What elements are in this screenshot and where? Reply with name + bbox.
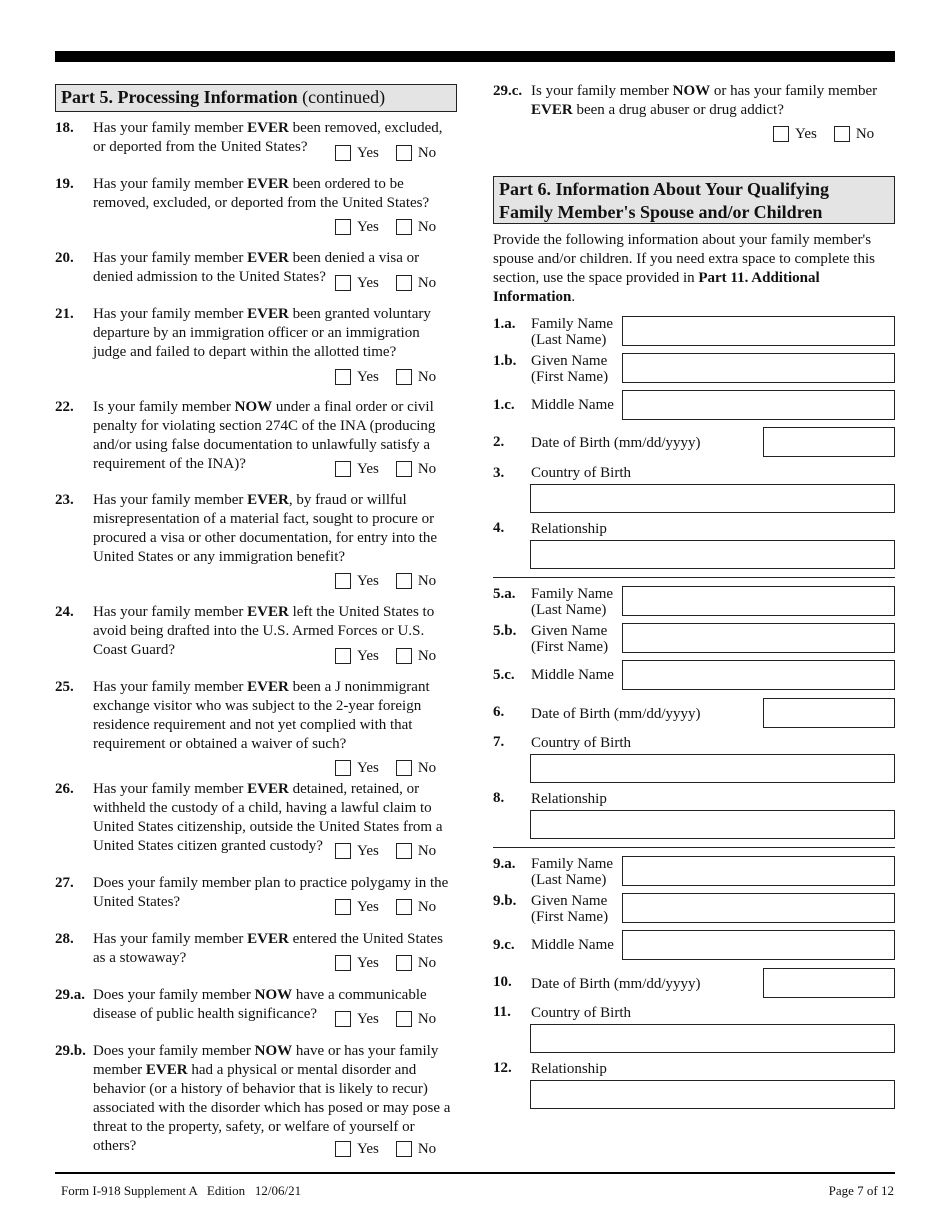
- text-run: Does your family member: [93, 1043, 255, 1059]
- country-of-birth-label: Country of Birth: [531, 465, 631, 481]
- no-option[interactable]: [396, 760, 436, 776]
- dob-label: Date of Birth (mm/dd/yyyy): [531, 435, 701, 451]
- yes-option[interactable]: [773, 126, 817, 142]
- question-number: 22.: [55, 399, 74, 415]
- yes-no-18: [335, 145, 436, 163]
- question-number: 24.: [55, 604, 74, 620]
- country-of-birth-label: Country of Birth: [531, 1005, 631, 1021]
- question-number: 18.: [55, 120, 74, 136]
- no-label: No: [417, 573, 437, 589]
- yes-no-22: [335, 461, 436, 479]
- footer-rule: [55, 1172, 895, 1174]
- part6-header: [493, 176, 895, 224]
- no-checkbox[interactable]: [396, 219, 412, 235]
- no-option[interactable]: [834, 126, 874, 142]
- given-name-input[interactable]: [622, 623, 895, 653]
- text-run: or has your family member: [710, 83, 878, 99]
- no-checkbox[interactable]: [396, 275, 412, 291]
- family-name-input[interactable]: [622, 586, 895, 616]
- yes-label: Yes: [357, 1011, 379, 1027]
- given-name-input[interactable]: [622, 893, 895, 923]
- emphasis-text: EVER: [247, 120, 289, 136]
- yes-label: Yes: [357, 955, 379, 971]
- yes-label: Yes: [357, 843, 379, 859]
- question-text: [93, 1042, 457, 1156]
- question-number: 23.: [55, 492, 74, 508]
- text-run: Has your family member: [93, 931, 248, 947]
- yes-label: Yes: [357, 275, 379, 291]
- given-name-label: Given Name (First Name): [531, 353, 609, 385]
- yes-no-23: [335, 573, 436, 591]
- yes-checkbox[interactable]: [335, 955, 351, 971]
- no-label: No: [417, 275, 437, 291]
- emphasis-text: NOW: [234, 399, 273, 415]
- no-checkbox[interactable]: [396, 899, 412, 915]
- family-name-label: Family Name (Last Name): [531, 316, 614, 348]
- item-number: 2.: [493, 434, 505, 450]
- given-name-input[interactable]: [622, 353, 895, 383]
- form-edition: Form I-918 Supplement A Edition 12/06/21: [61, 1183, 302, 1198]
- middle-name-label: Middle Name: [531, 397, 614, 413]
- yes-no-21: [335, 369, 436, 387]
- text-run: been denied a visa or denied admission to the United States?: [93, 250, 420, 285]
- yes-label: Yes: [357, 760, 379, 776]
- item-number: 5.a.: [493, 586, 516, 602]
- no-checkbox[interactable]: [396, 573, 412, 589]
- part6-title-line1: Part 6. Information About Your Qualifying: [499, 179, 830, 199]
- no-checkbox[interactable]: [396, 648, 412, 664]
- text-run: Has your family member: [93, 120, 248, 136]
- yes-no-20: [335, 275, 436, 293]
- no-checkbox[interactable]: [396, 1141, 412, 1157]
- text-run: Provide the following information about your family member's spouse and/or children. If you need extra space to complete this section, use the space provided in: [493, 232, 875, 286]
- relationship-input[interactable]: [530, 810, 895, 839]
- item-number: 5.c.: [493, 667, 515, 683]
- family-name-label: Family Name (Last Name): [531, 856, 614, 888]
- item-number: 9.a.: [493, 856, 516, 872]
- question-text: [93, 491, 455, 567]
- emphasis-text: EVER: [247, 931, 289, 947]
- text-run: detained, retained, or withheld the custody of a child, having a lawful claim to United States citizenship, outside the United States from a United States citizen granted custody?: [93, 781, 443, 854]
- part5-title: Part 5. Processing Information: [61, 87, 298, 107]
- yes-checkbox[interactable]: [335, 461, 351, 477]
- emphasis-text: NOW: [672, 83, 711, 99]
- item-number: 11.: [493, 1004, 511, 1020]
- question-text: [93, 305, 455, 362]
- part6-title-line2: Family Member's Spouse and/or Children: [499, 202, 823, 222]
- relationship-input[interactable]: [530, 1080, 895, 1109]
- no-option[interactable]: [396, 648, 436, 664]
- family-name-label: Family Name (Last Name): [531, 586, 614, 618]
- part6-intro: [493, 231, 896, 307]
- question-text: [93, 678, 455, 754]
- emphasis-text: EVER: [531, 102, 573, 118]
- question-number: 28.: [55, 931, 74, 947]
- item-number: 12.: [493, 1060, 512, 1076]
- item-number: 1.a.: [493, 316, 516, 332]
- yes-option[interactable]: [335, 369, 379, 385]
- no-label: No: [417, 955, 437, 971]
- yes-no-19: [335, 219, 436, 237]
- yes-label: Yes: [357, 219, 379, 235]
- country-of-birth-input[interactable]: [530, 1024, 895, 1053]
- relationship-label: Relationship: [531, 521, 607, 537]
- emphasis-text: Part 11. Additional Information: [493, 270, 820, 305]
- emphasis-text: EVER: [247, 306, 289, 322]
- yes-no-28: [335, 955, 436, 973]
- yes-option[interactable]: [335, 760, 379, 776]
- middle-name-input[interactable]: [622, 390, 895, 420]
- yes-no-27: [335, 899, 436, 917]
- yes-label: Yes: [357, 369, 379, 385]
- item-number: 3.: [493, 465, 505, 481]
- yes-checkbox[interactable]: [335, 275, 351, 291]
- no-option[interactable]: [396, 573, 436, 589]
- emphasis-text: EVER: [247, 679, 289, 695]
- yes-option[interactable]: [335, 955, 379, 971]
- country-of-birth-label: Country of Birth: [531, 735, 631, 751]
- no-checkbox[interactable]: [834, 126, 850, 142]
- country-of-birth-input[interactable]: [530, 754, 895, 783]
- item-number: 9.b.: [493, 893, 517, 909]
- item-number: 6.: [493, 704, 505, 720]
- part5-continued: (continued): [302, 87, 386, 107]
- item-number: 8.: [493, 790, 505, 806]
- text-run: had a physical or mental disorder and behavior (or a history of behavior that is likely to recur) associated with the disorder which has posed or may pose a threat to the property, safety, or welfare of yourself or others?: [93, 1062, 451, 1154]
- no-label: No: [417, 899, 437, 915]
- item-number: 10.: [493, 974, 512, 990]
- family-name-input[interactable]: [622, 856, 895, 886]
- text-run: been ordered to be removed, excluded, or deported from the United States?: [93, 176, 430, 211]
- text-run: Has your family member: [93, 250, 248, 266]
- yes-label: Yes: [795, 126, 817, 142]
- question-number: 27.: [55, 875, 74, 891]
- no-option[interactable]: [396, 145, 436, 161]
- no-option[interactable]: [396, 899, 436, 915]
- yes-option[interactable]: [335, 461, 379, 477]
- text-run: been removed, excluded, or deported from the United States?: [93, 120, 443, 155]
- yes-checkbox[interactable]: [335, 219, 351, 235]
- question-number: 21.: [55, 306, 74, 322]
- emphasis-text: EVER: [247, 176, 289, 192]
- emphasis-text: EVER: [145, 1062, 188, 1078]
- no-checkbox[interactable]: [396, 461, 412, 477]
- yes-option[interactable]: [335, 145, 379, 161]
- question-text: [93, 175, 455, 213]
- text-run: left the United States to avoid being drafted into the U.S. Armed Forces or U.S. Coast Guard?: [93, 604, 435, 658]
- text-run: have or has your family member: [93, 1043, 439, 1078]
- middle-name-label: Middle Name: [531, 937, 614, 953]
- text-run: .: [571, 289, 576, 305]
- group-separator: [493, 847, 895, 848]
- no-label: No: [417, 648, 437, 664]
- yes-no-29c: [773, 126, 874, 144]
- text-run: have a communicable disease of public health significance?: [93, 987, 427, 1022]
- no-checkbox[interactable]: [396, 955, 412, 971]
- question-number: 26.: [55, 781, 74, 797]
- no-label: No: [417, 1141, 437, 1157]
- item-number: 5.b.: [493, 623, 517, 639]
- relationship-label: Relationship: [531, 1061, 607, 1077]
- yes-option[interactable]: [335, 1011, 379, 1027]
- dob-input[interactable]: [763, 968, 895, 998]
- emphasis-text: EVER: [247, 604, 289, 620]
- no-label: No: [417, 843, 437, 859]
- relationship-input[interactable]: [530, 540, 895, 569]
- yes-option[interactable]: [335, 219, 379, 235]
- yes-option[interactable]: [335, 573, 379, 589]
- emphasis-text: NOW: [254, 1043, 293, 1059]
- middle-name-label: Middle Name: [531, 667, 614, 683]
- country-of-birth-input[interactable]: [530, 484, 895, 513]
- no-option[interactable]: [396, 369, 436, 385]
- yes-option[interactable]: [335, 648, 379, 664]
- text-run: Is your family member: [93, 399, 235, 415]
- middle-name-input[interactable]: [622, 660, 895, 690]
- item-number: 1.c.: [493, 397, 515, 413]
- question-number: 19.: [55, 176, 74, 192]
- yes-option[interactable]: [335, 843, 379, 859]
- no-option[interactable]: [396, 955, 436, 971]
- emphasis-text: EVER: [247, 781, 289, 797]
- no-option[interactable]: [396, 1141, 436, 1157]
- item-number: 7.: [493, 734, 505, 750]
- question-number: 29.b.: [55, 1043, 86, 1059]
- yes-checkbox[interactable]: [773, 126, 789, 142]
- question-text: [531, 82, 893, 120]
- no-label: No: [417, 461, 437, 477]
- emphasis-text: EVER: [247, 492, 289, 508]
- yes-checkbox[interactable]: [335, 899, 351, 915]
- no-checkbox[interactable]: [396, 843, 412, 859]
- item-number: 9.c.: [493, 937, 515, 953]
- no-label: No: [417, 760, 437, 776]
- yes-no-24: [335, 648, 436, 666]
- yes-checkbox[interactable]: [335, 1141, 351, 1157]
- text-run: been a drug abuser or drug addict?: [572, 102, 784, 118]
- top-rule: [55, 51, 895, 62]
- yes-label: Yes: [357, 648, 379, 664]
- text-run: Has your family member: [93, 781, 248, 797]
- relationship-label: Relationship: [531, 791, 607, 807]
- no-option[interactable]: [396, 461, 436, 477]
- no-option[interactable]: [396, 219, 436, 235]
- yes-checkbox[interactable]: [335, 1011, 351, 1027]
- yes-checkbox[interactable]: [335, 760, 351, 776]
- middle-name-input[interactable]: [622, 930, 895, 960]
- no-label: No: [855, 126, 875, 142]
- no-option[interactable]: [396, 275, 436, 291]
- dob-label: Date of Birth (mm/dd/yyyy): [531, 706, 701, 722]
- yes-label: Yes: [357, 899, 379, 915]
- no-checkbox[interactable]: [396, 369, 412, 385]
- text-run: Is your family member: [531, 83, 673, 99]
- no-checkbox[interactable]: [396, 760, 412, 776]
- text-run: Does your family member: [93, 987, 255, 1003]
- given-name-label: Given Name (First Name): [531, 623, 609, 655]
- yes-option[interactable]: [335, 275, 379, 291]
- yes-checkbox[interactable]: [335, 573, 351, 589]
- no-option[interactable]: [396, 843, 436, 859]
- emphasis-text: EVER: [247, 250, 289, 266]
- dob-input[interactable]: [763, 427, 895, 457]
- yes-label: Yes: [357, 1141, 379, 1157]
- family-name-input[interactable]: [622, 316, 895, 346]
- no-label: No: [417, 1011, 437, 1027]
- question-number: 29.a.: [55, 987, 85, 1003]
- item-number: 4.: [493, 520, 505, 536]
- yes-checkbox[interactable]: [335, 145, 351, 161]
- text-run: entered the United States as a stowaway?: [93, 931, 443, 966]
- no-checkbox[interactable]: [396, 145, 412, 161]
- question-number: 20.: [55, 250, 74, 266]
- text-run: Has your family member: [93, 679, 248, 695]
- item-number: 1.b.: [493, 353, 517, 369]
- part5-header: [55, 84, 457, 112]
- yes-checkbox[interactable]: [335, 369, 351, 385]
- yes-no-26: [335, 843, 436, 861]
- text-run: Has your family member: [93, 492, 248, 508]
- no-label: No: [417, 145, 437, 161]
- text-run: Has your family member: [93, 306, 248, 322]
- yes-checkbox[interactable]: [335, 648, 351, 664]
- dob-label: Date of Birth (mm/dd/yyyy): [531, 976, 701, 992]
- yes-option[interactable]: [335, 899, 379, 915]
- text-run: been granted voluntary departure by an immigration officer or an immigration judge and failed to depart within the allotted time?: [93, 306, 431, 360]
- yes-no-29a: [335, 1011, 436, 1029]
- text-run: Has your family member: [93, 176, 248, 192]
- text-run: Has your family member: [93, 604, 248, 620]
- emphasis-text: NOW: [254, 987, 293, 1003]
- group-separator: [493, 577, 895, 578]
- yes-checkbox[interactable]: [335, 843, 351, 859]
- no-label: No: [417, 369, 437, 385]
- question-number: 29.c.: [493, 83, 523, 99]
- text-run: , by fraud or willful misrepresentation of a material fact, sought to procure or procured a visa or other documentation, for entry into the United States or any immigration benefit?: [93, 492, 438, 565]
- dob-input[interactable]: [763, 698, 895, 728]
- yes-option[interactable]: [335, 1141, 379, 1157]
- yes-no-29b: [335, 1141, 436, 1159]
- no-label: No: [417, 219, 437, 235]
- question-number: 25.: [55, 679, 74, 695]
- yes-no-25: [335, 760, 436, 778]
- text-run: Does your family member plan to practice polygamy in the United States?: [93, 875, 449, 910]
- yes-label: Yes: [357, 573, 379, 589]
- no-option[interactable]: [396, 1011, 436, 1027]
- text-run: under a final order or civil penalty for violating section 274C of the INA (producing and/or using false documentation to unlawfully satisfy a requirement of the INA)?: [93, 399, 436, 472]
- yes-label: Yes: [357, 461, 379, 477]
- page-number: Page 7 of 12: [828, 1183, 894, 1198]
- text-run: been a J nonimmigrant exchange visitor who was subject to the 2-year foreign residence requirement and not yet complied with that requirement or obtained a waiver of such?: [93, 679, 430, 752]
- no-checkbox[interactable]: [396, 1011, 412, 1027]
- yes-label: Yes: [357, 145, 379, 161]
- given-name-label: Given Name (First Name): [531, 893, 609, 925]
